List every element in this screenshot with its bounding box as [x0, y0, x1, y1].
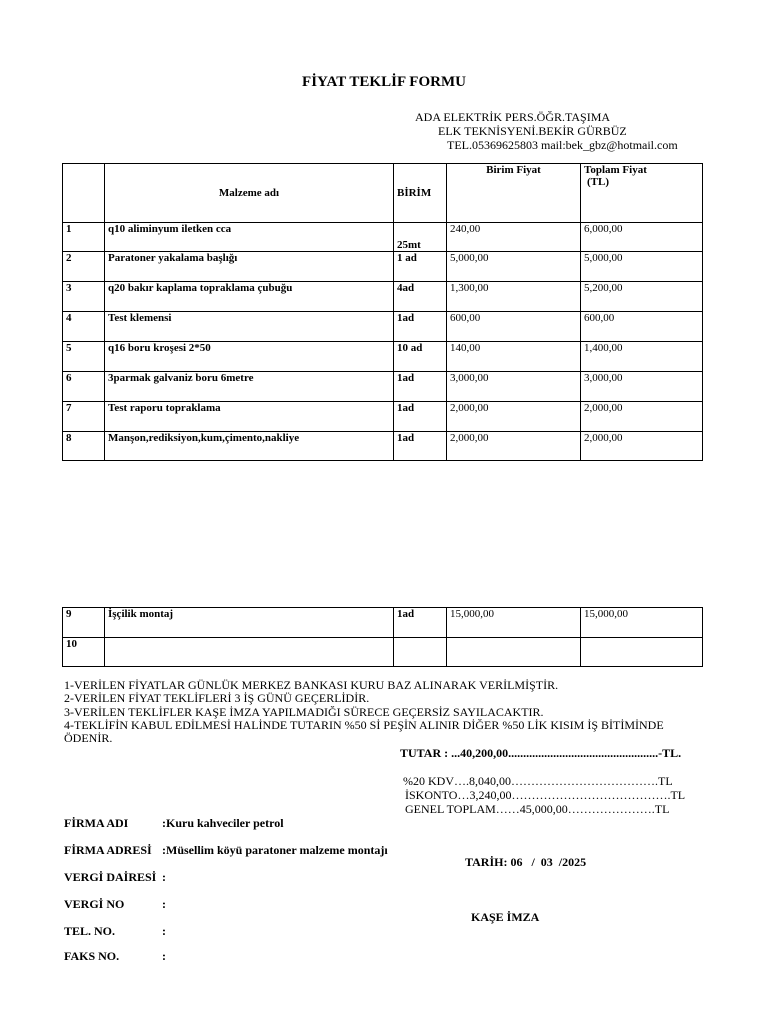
row-unit: 1ad: [394, 312, 447, 342]
header-unit: BİRİM: [394, 164, 447, 223]
row-material: İşçilik montaj: [105, 608, 394, 638]
row-no: 7: [63, 402, 105, 432]
row-material: Manşon,rediksiyon,kum,çimento,nakliye: [105, 432, 394, 461]
table-row: [63, 608, 703, 638]
row-unit: 4ad: [394, 282, 447, 312]
row-total: [581, 638, 703, 667]
row-total: 1,400,00: [581, 342, 703, 372]
row-no: 6: [63, 372, 105, 402]
row-unit: 1ad: [394, 372, 447, 402]
row-unit: 10 ad: [394, 342, 447, 372]
date: TARİH: 06 / 03 /2025: [465, 855, 587, 869]
row-material: 3parmak galvaniz boru 6metre: [105, 372, 394, 402]
company-name: ADA ELEKTRİK PERS.ÖĞR.TAŞIMA: [415, 110, 611, 124]
vat-line: %20 KDV….8,040,00……………………………….TL: [403, 774, 673, 788]
tax-office-label: VERGİ DAİRESİ: [64, 870, 157, 884]
header-total-price: [581, 164, 703, 223]
row-material: q16 boru kroşesi 2*50: [105, 342, 394, 372]
note-line: ÖDENİR.: [64, 731, 113, 746]
labor-table: [62, 607, 703, 667]
row-unit: 1ad: [394, 402, 447, 432]
fax-label: FAKS NO.: [64, 949, 120, 963]
row-unit-price: 2,000,00: [447, 402, 581, 432]
row-unit: 1ad: [394, 608, 447, 638]
document-title: FİYAT TEKLİF FORMU: [302, 74, 466, 90]
row-unit-price: 600,00: [447, 312, 581, 342]
technician-name: ELK TEKNİSYENİ.BEKİR GÜRBÜZ: [438, 124, 627, 138]
row-total: 6,000,00: [581, 223, 703, 252]
row-material: [105, 638, 394, 667]
row-material: Test raporu topraklama: [105, 402, 394, 432]
table-row: [63, 638, 703, 667]
header-total-price-label: Toplam Fiyat: [584, 164, 647, 176]
table-row: [63, 312, 703, 342]
grand-total-line: GENEL TOPLAM……45,000,00………………….TL: [405, 802, 670, 816]
table-row: [63, 342, 703, 372]
table-row: [63, 432, 703, 461]
tax-number-value: :: [162, 897, 166, 911]
row-unit: 25mt: [394, 223, 447, 252]
terms-notes: [64, 679, 664, 745]
row-no: 2: [63, 252, 105, 282]
fax-value: :: [162, 949, 166, 963]
table-row: [63, 252, 703, 282]
tax-number-label: VERGİ NO: [64, 897, 125, 911]
stamp-signature: KAŞE İMZA: [471, 910, 540, 924]
row-material: Test klemensi: [105, 312, 394, 342]
row-unit-price: [447, 638, 581, 667]
firm-name-label: FİRMA ADI: [64, 816, 129, 830]
table-row: [63, 402, 703, 432]
row-unit-price: 240,00: [447, 223, 581, 252]
row-material: Paratoner yakalama başlığı: [105, 252, 394, 282]
contact-line: TEL.05369625803 mail:bek_gbz@hotmail.com: [447, 138, 678, 152]
row-total: 2,000,00: [581, 402, 703, 432]
note-line: 4-TEKLİFİN KABUL EDİLMESİ HALİNDE TUTARIN %50 Sİ PEŞİN ALINIR DİĞER %50 LİK KISIM İŞ BİTİMİNDE: [64, 717, 664, 732]
row-no: 4: [63, 312, 105, 342]
header-unit-price: Birim Fiyat: [447, 164, 581, 223]
row-no: 8: [63, 432, 105, 461]
note-line: 3-VERİLEN TEKLİFLER KAŞE İMZA YAPILMADIĞI SÜRECE GEÇERSİZ SAYILACAKTIR.: [64, 704, 544, 719]
header-no-cell: [63, 164, 105, 223]
header-material-name: Malzeme adı: [105, 164, 394, 223]
row-total: 600,00: [581, 312, 703, 342]
firm-name-value: :Kuru kahveciler petrol: [162, 816, 284, 830]
row-total: 15,000,00: [581, 608, 703, 638]
row-material: q20 bakır kaplama topraklama çubuğu: [105, 282, 394, 312]
row-unit: 1 ad: [394, 252, 447, 282]
note-line: 2-VERİLEN FİYAT TEKLİFLERİ 3 İŞ GÜNÜ GEÇERLİDİR.: [64, 691, 370, 706]
table-row: [63, 223, 703, 252]
row-no: 5: [63, 342, 105, 372]
row-unit-price: 2,000,00: [447, 432, 581, 461]
items-table: [62, 163, 703, 461]
firm-address-label: FİRMA ADRESİ: [64, 843, 152, 857]
discount-line: İSKONTO…3,240,00………………………………….TL: [405, 788, 686, 802]
row-no: 9: [63, 608, 105, 638]
row-no: 10: [63, 638, 105, 667]
row-unit: [394, 638, 447, 667]
row-unit-price: 1,300,00: [447, 282, 581, 312]
row-unit-price: 3,000,00: [447, 372, 581, 402]
row-total: 2,000,00: [581, 432, 703, 461]
row-no: 3: [63, 282, 105, 312]
phone-value: :: [162, 924, 166, 938]
row-no: 1: [63, 223, 105, 252]
table-header-row: [63, 164, 703, 223]
note-line: 1-VERİLEN FİYATLAR GÜNLÜK MERKEZ BANKASI KURU BAZ ALINARAK VERİLMİŞTİR.: [64, 678, 559, 692]
row-unit-price: 140,00: [447, 342, 581, 372]
tax-office-value: :: [162, 870, 166, 884]
row-unit: 1ad: [394, 432, 447, 461]
table-row: [63, 372, 703, 402]
row-unit-price: 5,000,00: [447, 252, 581, 282]
row-total: 5,200,00: [581, 282, 703, 312]
phone-label: TEL. NO.: [64, 924, 116, 938]
row-material: q10 aliminyum iletken cca: [105, 223, 394, 252]
row-total: 5,000,00: [581, 252, 703, 282]
row-unit-price: 15,000,00: [447, 608, 581, 638]
row-total: 3,000,00: [581, 372, 703, 402]
subtotal: TUTAR : ...40,200,00..................................................-TL.: [400, 746, 682, 760]
table-row: [63, 282, 703, 312]
firm-address-value: :Müsellim köyü paratoner malzeme montajı: [162, 843, 388, 857]
header-total-currency: (TL): [587, 176, 609, 188]
